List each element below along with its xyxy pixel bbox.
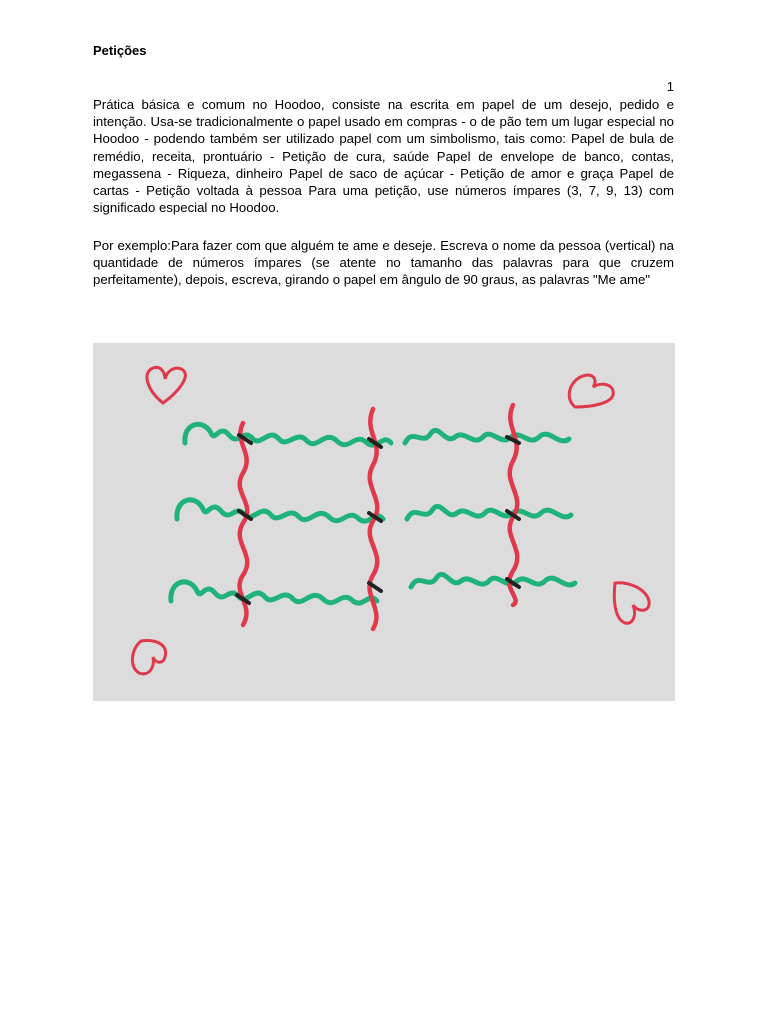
document-title: Petições	[93, 43, 147, 58]
petition-photo	[93, 343, 675, 701]
paragraph-intro: Prática básica e comum no Hoodoo, consiste na escrita em papel de um desejo, pedido e intenção. Usa-se tradicionalmente o papel usado em compras - o de pão tem um lugar especial no Hoodoo - podendo também ser utilizado papel com um simbolismo, tais como: Papel de bula de remédio, receita, prontuário - Petição de cura, saúde Papel de envelope de banco, contas, megassena - Riqueza, dinheiro Papel de saco de açúcar - Petição de amor e graça Papel de cartas - Petição voltada à pessoa Para uma petição, use números ímpares (3, 7, 9, 13) com significado especial no Hoodoo.	[93, 97, 674, 216]
paragraph-example: Por exemplo:Para fazer com que alguém te ame e deseje. Escreva o nome da pessoa (vertical) na quantidade de números ímpares (se atente no tamanho das palavras para que cruzem perfeitamente), depois, escreva, girando o papel em ângulo de 90 graus, as palavras "Me ame"	[93, 238, 674, 288]
page-number: 1	[666, 79, 674, 94]
